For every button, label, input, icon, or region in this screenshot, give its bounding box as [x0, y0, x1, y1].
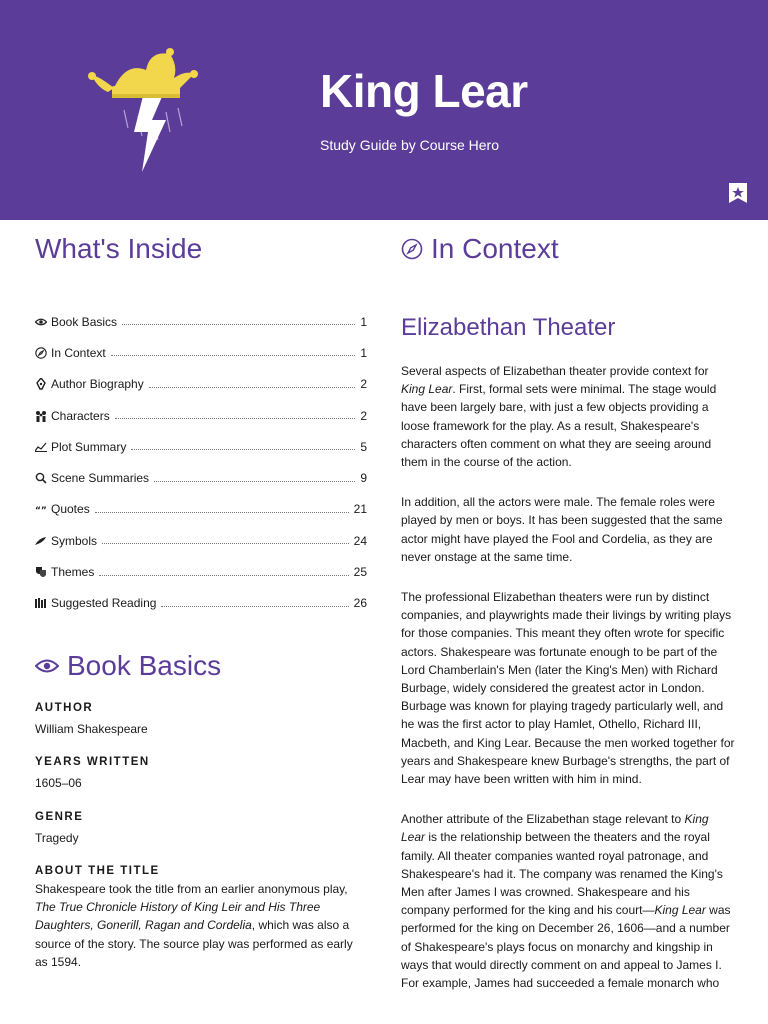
- book-basics-section: [35, 649, 367, 971]
- toc-item-page: 1: [360, 345, 367, 360]
- paragraph-text: . First, formal sets were minimal. The stage would have been largely bare, with just a few objects providing a loose framework for the play. As a result, Shakespeare's characters often comment on what they are seeing around them in the course of the action.: [401, 382, 717, 470]
- toc-item-label: Plot Summary: [51, 439, 127, 454]
- toc-item[interactable]: [35, 556, 367, 587]
- about-text-part: Shakespeare took the title from an earlier anonymous play,: [35, 881, 348, 896]
- whats-inside-heading: [35, 232, 367, 266]
- bookmark-star-icon: [728, 182, 748, 204]
- masks-icon: [35, 566, 47, 578]
- toc-item-page: 26: [353, 596, 367, 611]
- toc-item-label: Scene Summaries: [51, 471, 150, 486]
- jester-hat-lightning-icon: [86, 40, 206, 180]
- toc-item-label: Symbols: [51, 533, 98, 548]
- toc-item-label: In Context: [51, 345, 106, 360]
- toc-item-page: 21: [353, 502, 367, 517]
- context-paragraph-1: [401, 362, 735, 471]
- toc-item-label: Author Biography: [51, 377, 144, 392]
- play-title: King Lear: [401, 382, 453, 397]
- genre-value: Tragedy: [35, 830, 79, 845]
- right-column: [401, 220, 735, 992]
- toc-item[interactable]: [35, 400, 367, 431]
- context-paragraph-3: The professional Elizabethan theaters were run by distinct companies, and playwrights made their livings by writing plays for those companies. This meant they often wrote for specific actors. Shakespeare was fortunate enough to be part of the Lord Chamberlain's Men (later the King's Men) with Richard Burbage, widely considered the greatest actor in London. Burbage was known for playing tragedy particularly well, and he was the first actor to play Hamlet, Othello, Richard III, Macbeth, and King Lear. Because the men worked together for years and Shakespeare knew Burbage's strengths, the part of Lear may have been written with him in mind.: [401, 590, 735, 787]
- toc-item[interactable]: [35, 494, 367, 525]
- magnifier-icon: [35, 472, 47, 484]
- toc-item-page: 5: [360, 439, 367, 454]
- left-column: [35, 220, 367, 971]
- toc-item-page: 2: [360, 377, 367, 392]
- toc-item[interactable]: [35, 462, 367, 493]
- eye-icon: [35, 316, 47, 328]
- page-subtitle: Study Guide by Course Hero: [320, 137, 499, 153]
- toc-item-page: 9: [360, 471, 367, 486]
- author-label: AUTHOR: [35, 701, 94, 714]
- eye-icon: [35, 658, 59, 674]
- toc-item-label: Themes: [51, 565, 95, 580]
- context-paragraph-4: [401, 810, 735, 992]
- toc-leader-dots: [115, 418, 356, 419]
- toc-item-label: Book Basics: [51, 314, 118, 329]
- in-context-heading-text: In Context: [431, 233, 559, 264]
- years-label: YEARS WRITTEN: [35, 756, 150, 769]
- toc-item-label: Characters: [51, 408, 110, 423]
- chart-icon: [35, 441, 47, 453]
- play-title: King Lear: [401, 812, 709, 845]
- paragraph-text: Several aspects of Elizabethan theater provide context for: [401, 364, 709, 378]
- svg-text:“”: “”: [35, 506, 47, 514]
- quote-icon: [35, 503, 47, 515]
- toc-item-label: Quotes: [51, 502, 90, 517]
- book-basics-heading: [35, 649, 367, 683]
- about-title-label: ABOUT THE TITLE: [35, 864, 160, 877]
- book-basics-heading-text: Book Basics: [67, 649, 222, 681]
- toc-item[interactable]: [35, 369, 367, 400]
- table-of-contents: [35, 306, 367, 619]
- toc-item-page: 1: [360, 314, 367, 329]
- toc-item[interactable]: [35, 337, 367, 368]
- page-title: King Lear: [320, 65, 528, 117]
- pen-nib-icon: [35, 378, 47, 390]
- toc-item-page: 25: [353, 565, 367, 580]
- toc-item[interactable]: [35, 306, 367, 337]
- toc-item-label: Suggested Reading: [51, 596, 157, 611]
- toc-leader-dots: [149, 387, 356, 388]
- toc-leader-dots: [102, 543, 349, 544]
- people-icon: [35, 410, 47, 422]
- books-icon: [35, 597, 47, 609]
- toc-item[interactable]: [35, 588, 367, 619]
- toc-item[interactable]: [35, 431, 367, 462]
- header-banner: [0, 0, 768, 220]
- toc-item-page: 24: [353, 533, 367, 548]
- paragraph-text: Another attribute of the Elizabethan stage relevant to: [401, 812, 685, 827]
- play-title: King Lear: [654, 903, 706, 918]
- compass-icon: [401, 238, 423, 260]
- author-value: William Shakespeare: [35, 721, 148, 736]
- paragraph-text: is the relationship between the theaters and the royal family. All theater companies wanted royal patronage, and Shakespeare's had it. The company was renamed the King's Men after James I was crowned. Shakespeare and his company performed for the king and his court—: [401, 830, 723, 918]
- toc-leader-dots: [111, 355, 356, 356]
- toc-leader-dots: [122, 324, 355, 325]
- book-basics-fields: [35, 701, 367, 971]
- toc-leader-dots: [131, 449, 355, 450]
- years-value: 1605–06: [35, 776, 82, 791]
- compass-icon: [35, 347, 47, 359]
- in-context-heading: [401, 232, 735, 266]
- source-play-title: The True Chronicle History of King Leir and His Three Daughters, Gonerill, Ragan and Cordelia: [35, 900, 321, 933]
- toc-leader-dots: [95, 512, 349, 513]
- genre-label: GENRE: [35, 810, 84, 823]
- context-paragraph-2: In addition, all the actors were male. The female roles were played by men or boys. It has been suggested that the same actor might have played the Fool and Cordelia, as they are never onstage at the same time.: [401, 495, 723, 564]
- about-text-part: , which was also a source of the story. The source play was performed as early as 1594.: [35, 918, 353, 970]
- toc-leader-dots: [154, 481, 355, 482]
- bird-icon: [35, 535, 47, 547]
- about-title-text: [35, 880, 367, 971]
- toc-item[interactable]: [35, 525, 367, 556]
- toc-leader-dots: [161, 606, 348, 607]
- paragraph-text: was performed for the king on December 26, 1606—and a number of Shakespeare's plays focus on monarchy and kingship in ways that would directly comment on and appeal to James I. For example, James had succeeded a female monarch who: [401, 903, 731, 991]
- toc-leader-dots: [99, 575, 348, 576]
- toc-item-page: 2: [360, 408, 367, 423]
- whats-inside-heading-text: What's Inside: [35, 233, 203, 264]
- elizabethan-theater-heading: Elizabethan Theater: [401, 314, 616, 341]
